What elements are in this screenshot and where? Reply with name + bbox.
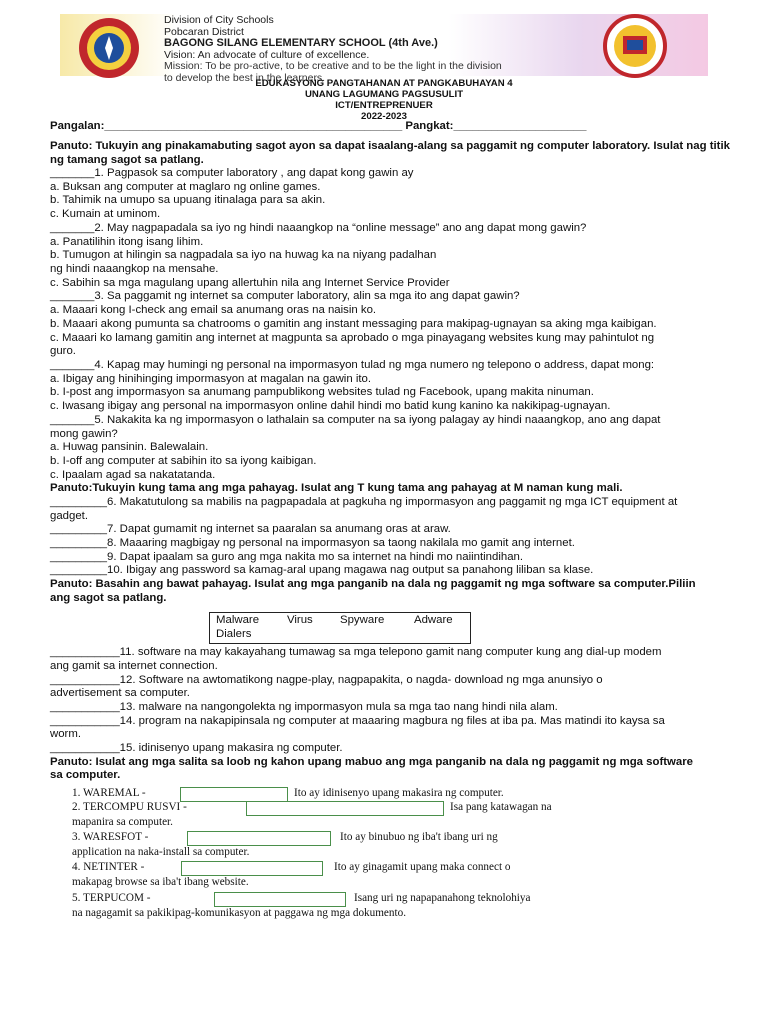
q14: ___________14. program na nakapipinsala ng computer at maaaring magbura ng files at iba pa. Mas matindi ito kaysa sa [50,715,665,727]
school-year: 2022-2023 [361,111,407,122]
q12-cont: advertisement sa computer. [50,687,190,699]
choice-malware: Malware [216,614,260,626]
answer-box-5[interactable] [214,892,346,907]
q5: _______5. Nakakita ka ng impormasyon o lathalain sa computer na sa iyong palagay ay hindi naaangkop, ano ang dapat [50,414,661,426]
scramble-3-label: 3. WARESFOT - [72,831,149,843]
choice-adware: Adware [414,614,453,626]
vision-text: Vision: An advocate of culture of excellence. [164,48,370,61]
scramble-4-label: 4. NETINTER - [72,861,145,873]
q5-a: a. Huwag pansinin. Balewalain. [50,441,209,453]
scramble-4-cont: makapag browse sa iba't ibang website. [72,876,249,888]
answer-box-1[interactable] [180,787,288,802]
q11: ___________11. software na may kakayahang tumawag sa mga telepono gamit nang computer kung ang dial-up modem [50,646,662,658]
q12: ___________12. Software na awtomatikong nagpe-play, nagpapakita, o nagda- download ng mga anunsiyo o [50,674,603,686]
subject-title: EDUKASYONG PANGTAHANAN AT PANGKABUHAYAN 4 [255,78,513,89]
q5-b: b. I-off ang computer at sabihin ito sa iyong kaibigan. [50,455,317,467]
division-name: Division of City Schools [164,14,274,26]
q4-c: c. Iwasang ibigay ang personal na impormasyon online dahil hindi mo batid kung kanino ka nakikipag-ugnayan. [50,400,611,412]
part4-instruction-cont: sa computer. [50,769,121,781]
part4-instruction: Panuto: Isulat ang mga salita sa loob ng kahon upang mabuo ang mga panganib na dala ng paggamit ng mga software [50,756,694,768]
part2-instruction: Panuto:Tukuyin kung tama ang mga pahayag. Isulat ang T kung tama ang pahayag at M naman kung mali. [50,482,623,494]
q4: _______4. Kapag may humingi ng personal na impormasyon tulad ng mga numero ng telepono o address, dapat mong: [50,359,655,371]
q2-a: a. Panatilihin itong isang lihim. [50,236,204,248]
q15: ___________15. idinisenyo upang makasira ng computer. [50,742,343,754]
scramble-2-label: 2. TERCOMPU RUSVI - [72,801,187,813]
scramble-3-text: Ito ay binubuo ng iba't ibang uri ng [340,831,498,843]
scramble-2-text: Isa pang katawagan na [450,801,552,813]
scramble-4-text: Ito ay ginagamit upang maka connect o [334,861,511,873]
choice-dialers: Dialers [216,628,252,640]
scramble-5-label: 5. TERPUCOM - [72,892,151,904]
choices-box [209,612,471,644]
q3-c: c. Maaari ko lamang gamitin ang internet at magpunta sa aprobado o mga pinayagang websites kung may pahintulot ng [50,332,655,344]
school-info [164,15,502,85]
scramble-5-cont: na nagagamit sa pakikipag-komunikasyon at paggawa ng mga dokumento. [72,907,406,919]
q1-a: a. Buksan ang computer at maglaro ng online games. [50,181,321,193]
division-seal-right [590,14,680,78]
q3-b: b. Maaari akong pumunta sa chatrooms o gamitin ang instant messaging para makipag-ugnayan sa aking mga kaibigan. [50,318,657,330]
mission-text-2: to develop the best in the learners. [164,71,326,84]
q6-cont: gadget. [50,510,89,522]
q1-c: c. Kumain at uminom. [50,208,161,220]
q10: _________10. Ibigay ang password sa kamag-aral upang magawa nag output sa panahong liliban sa klase. [50,564,594,576]
q2: _______2. May nagpapadala sa iyo ng hindi naaangkop na “online message” ano ang dapat mong gawin? [50,222,587,234]
answer-box-4[interactable] [181,861,323,876]
q8: _________8. Maaaring magbigay ng personal na impormasyon sa taong nakilala mo gamit ang internet. [50,537,575,549]
q13: ___________13. malware na nangongolekta ng impormasyon mula sa mga tao nang hindi nila alam. [50,701,558,713]
q1: _______1. Pagpasok sa computer laboratory , ang dapat kong gawin ay [50,167,414,179]
q5-c: c. Ipaalam agad sa nakatatanda. [50,469,216,481]
part1-instruction: Panuto: Tukuyin ang pinakamabuting sagot ayon sa dapat isaalang-alang sa paggamit ng computer laboratory. Isulat nag titik ng tamang sagot sa patlang. [50,140,730,166]
q4-b: b. I-post ang impormasyon sa anumang pampublikong websites tulad ng Facebook, upang makita ninuman. [50,386,594,398]
q11-cont: ang gamit sa internet connection. [50,660,218,672]
scramble-1-label: 1. WAREMAL - [72,787,146,799]
q2-b-cont: ng hindi naaangkop na mensahe. [50,263,219,275]
scramble-2-cont: mapanira sa computer. [72,816,173,828]
mission-text: Mission: To be pro-active, to be creative and to be the light in the division [164,60,502,73]
q2-c: c. Sabihin sa mga magulang upang allertuhin nila ang Internet Service Provider [50,277,450,289]
q4-a: a. Ibigay ang hinihinging impormasyon at magalan na gawin ito. [50,373,372,385]
q3-c-cont: guro. [50,345,76,357]
choice-spyware: Spyware [340,614,385,626]
q14-cont: worm. [50,728,82,740]
school-name: BAGONG SILANG ELEMENTARY SCHOOL (4th Ave.) [164,37,438,50]
q3: _______3. Sa paggamit ng internet sa computer laboratory, alin sa mga ito ang dapat gawin? [50,290,520,302]
q2-b: b. Tumugon at hilingin sa nagpadala sa iyo na huwag ka na niyang padalhan [50,249,437,261]
part3-instruction-cont: ang sagot sa patlang. [50,592,167,604]
scramble-1-text: Ito ay idinisenyo upang makasira ng computer. [294,787,504,799]
scramble-5-text: Isang uri ng napapanahong teknolohiya [354,892,531,904]
topic-title: ICT/ENTREPRENUER [335,100,433,111]
choice-virus: Virus [287,614,313,626]
q9: _________9. Dapat ipaalam sa guro ang mga nakita mo sa internet na hindi mo naiintindihan. [50,551,524,563]
exam-title: UNANG LAGUMANG PAGSUSULIT [304,89,464,100]
q5-cont: mong gawin? [50,428,118,440]
scramble-3-cont: application na naka-install sa computer. [72,846,250,858]
name-line: Pangalan:_______________________________________________ Pangkat:_____________________ [50,120,587,132]
q1-b: b. Tahimik na umupo sa upuang itinalaga para sa akin. [50,194,326,206]
answer-box-2[interactable] [246,801,444,816]
school-logo-left [68,16,150,80]
q3-a: a. Maaari kong I-check ang email sa anumang oras na naisin ko. [50,304,377,316]
district-name: Pobcaran District [164,25,244,38]
answer-box-3[interactable] [187,831,331,846]
q6: _________6. Makatutulong sa mabilis na pagpapadala at pagkuha ng impormasyon ang paggamit ng mga ICT equipment at [50,496,678,508]
part3-instruction: Panuto: Basahin ang bawat pahayag. Isulat ang mga panganib na dala ng paggamit ng mga software sa computer.Piliin [50,578,696,590]
q7: _________7. Dapat gumamit ng internet sa paaralan sa anumang oras at araw. [50,523,451,535]
